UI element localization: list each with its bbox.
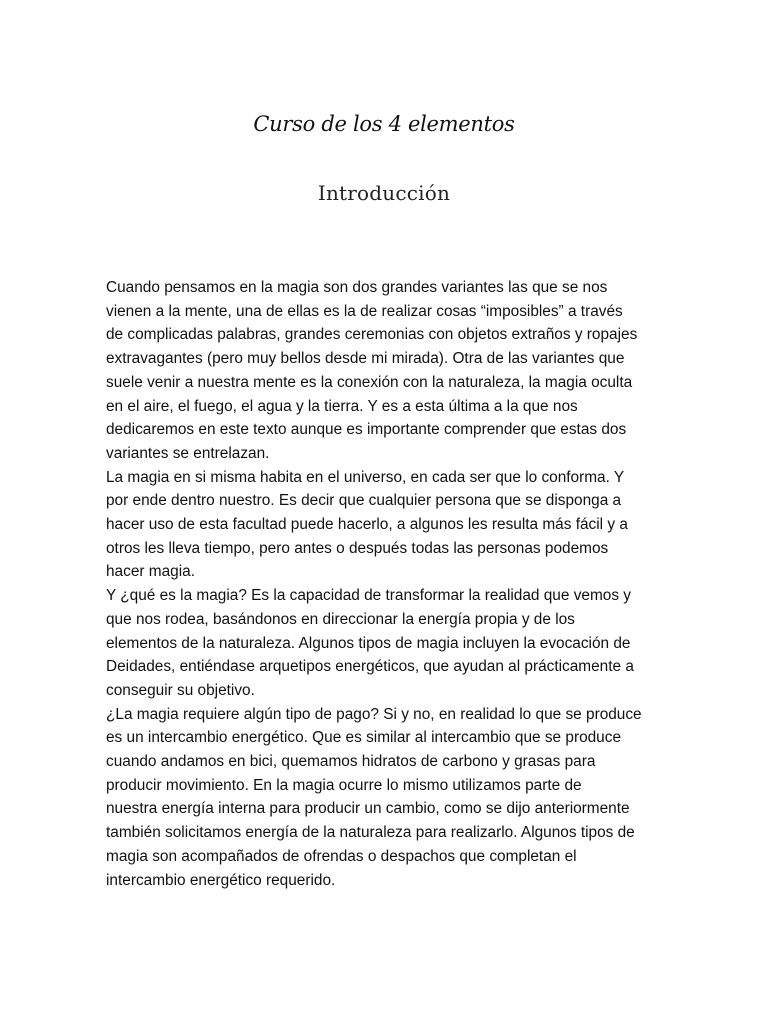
body-line: de complicadas palabras, grandes ceremonias con objetos extraños y ropajes: [106, 326, 638, 344]
body-line: magia son acompañados de ofrendas o despachos que completan el: [106, 847, 577, 865]
document-subtitle: Introducción: [317, 181, 451, 205]
body-line: también solicitamos energía de la naturaleza para realizarlo. Algunos tipos de: [106, 824, 635, 842]
body-line: dedicaremos en este texto aunque es importante comprender que estas dos: [106, 421, 627, 439]
body-line: vienen a la mente, una de ellas es la de realizar cosas “imposibles” a través: [106, 302, 623, 320]
body-line: variantes se entrelazan.: [106, 444, 270, 462]
body-line: que nos rodea, basándonos en direccionar la energía propia y de los: [106, 610, 575, 628]
body-line: ¿La magia requiere algún tipo de pago? Si y no, en realidad lo que se produce: [106, 705, 642, 723]
body-line: intercambio energético requerido.: [106, 871, 336, 889]
body-line: producir movimiento. En la magia ocurre lo mismo utilizamos parte de: [106, 776, 582, 794]
document-title: Curso de los 4 elementos: [253, 112, 515, 136]
body-line: Cuando pensamos en la magia son dos grandes variantes las que se nos: [106, 279, 608, 296]
document-body: [106, 276, 678, 892]
body-line: hacer magia.: [106, 563, 195, 581]
body-line: otros les lleva tiempo, pero antes o después todas las personas podemos: [106, 539, 609, 557]
body-line: es un intercambio energético. Que es similar al intercambio que se produce: [106, 729, 622, 747]
body-line: extravagantes (pero muy bellos desde mi mirada). Otra de las variantes que: [106, 350, 625, 368]
body-line: cuando andamos en bici, quemamos hidratos de carbono y grasas para: [106, 753, 596, 771]
body-line: Y ¿qué es la magia? Es la capacidad de transformar la realidad que vemos y: [106, 587, 631, 605]
body-line: elementos de la naturaleza. Algunos tipos de magia incluyen la evocación de: [106, 634, 631, 652]
body-line: hacer uso de esta facultad puede hacerlo, a algunos les resulta más fácil y a: [106, 516, 628, 534]
body-line: por ende dentro nuestro. Es decir que cualquier persona que se disponga a: [106, 492, 622, 510]
body-line: nuestra energía interna para producir un cambio, como se dijo anteriormente: [106, 800, 630, 818]
body-line: Deidades, entiéndase arquetipos energéticos, que ayudan al prácticamente a: [106, 658, 634, 676]
body-line: en el aire, el fuego, el agua y la tierra. Y es a esta última a la que nos: [106, 397, 578, 415]
body-line: conseguir su objetivo.: [106, 681, 255, 699]
body-line: suele venir a nuestra mente es la conexión con la naturaleza, la magia oculta: [106, 373, 633, 391]
body-line: La magia en si misma habita en el universo, en cada ser que lo conforma. Y: [106, 468, 625, 486]
